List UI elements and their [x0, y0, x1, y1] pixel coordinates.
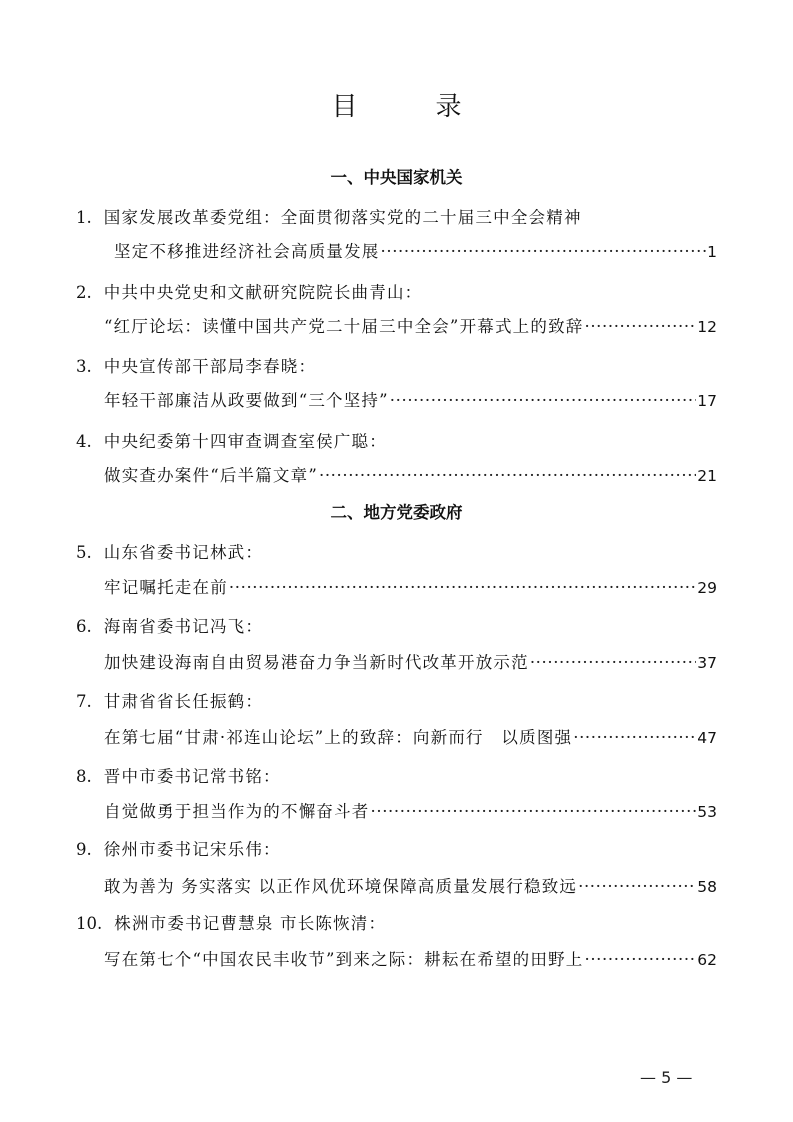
toc-entry-10-author	[76, 910, 386, 934]
entry-author: 海南省委书记冯飞：	[103, 617, 264, 636]
entry-page: 62	[697, 951, 717, 969]
entry-author: 中共中央党史和文献研究院院长曲青山：	[103, 283, 423, 302]
toc-entry-9-author	[76, 836, 281, 860]
toc-entry-2-author	[76, 279, 422, 303]
entry-page: 37	[697, 654, 717, 672]
toc-entry-10-line[interactable]	[104, 946, 717, 970]
entry-text: 写在第七个“中国农民丰收节”到来之际：耕耘在希望的田野上	[104, 950, 584, 969]
entry-text: 年轻干部廉洁从政要做到“三个坚持”	[104, 391, 389, 410]
dot-leader	[578, 877, 696, 896]
entry-page: 47	[697, 729, 717, 747]
entry-author: 株洲市委书记曹慧泉 市长陈恢清：	[114, 914, 387, 933]
entry-number: 6.	[76, 617, 92, 636]
toc-entry-5-line[interactable]	[104, 574, 717, 598]
dot-leader	[381, 242, 707, 261]
entry-text: 敢为善为 务实落实 以正作风优环境保障高质量发展行稳致远	[104, 877, 578, 896]
toc-entry-2-line[interactable]	[104, 313, 717, 337]
toc-entry-6-line[interactable]	[104, 649, 717, 673]
toc-entry-9-line[interactable]	[104, 873, 717, 897]
entry-author: 甘肃省省长任振鹤：	[103, 692, 264, 711]
toc-entry-7-author	[76, 688, 263, 712]
entry-text: 自觉做勇于担当作为的不懈奋斗者	[104, 802, 370, 821]
toc-entry-3-line[interactable]	[104, 387, 717, 411]
dot-leader	[229, 578, 696, 597]
toc-entry-8-author	[76, 763, 281, 787]
entry-number: 1.	[76, 208, 92, 227]
dot-leader	[530, 653, 696, 672]
entry-text: 牢记嘱托走在前	[104, 578, 228, 597]
dot-leader	[371, 802, 697, 821]
entry-author: 徐州市委书记宋乐伟：	[103, 840, 281, 859]
entry-author: 中央宣传部干部局李春晓：	[103, 357, 317, 376]
entry-page: 58	[697, 878, 717, 896]
toc-entry-8-line[interactable]	[104, 798, 717, 822]
page-number: — 5 —	[640, 1068, 693, 1087]
entry-text: 做实查办案件“后半篇文章”	[104, 466, 318, 485]
entry-page: 17	[697, 392, 717, 410]
entry-number: 2.	[76, 283, 92, 302]
entry-page: 29	[697, 579, 717, 597]
dot-leader	[573, 728, 696, 747]
toc-entry-4-line[interactable]	[104, 462, 717, 486]
toc-entry-1-line[interactable]	[114, 238, 717, 262]
entry-number: 4.	[76, 432, 92, 451]
entry-page: 12	[697, 318, 717, 336]
entry-text: “红厅论坛：读懂中国共产党二十届三中全会”开幕式上的致辞	[104, 317, 584, 336]
entry-number: 10.	[76, 914, 103, 933]
entry-number: 9.	[76, 840, 92, 859]
entry-page: 1	[707, 243, 717, 261]
entry-author: 山东省委书记林武：	[103, 543, 264, 562]
entry-number: 5.	[76, 543, 92, 562]
toc-entry-4-author	[76, 428, 387, 452]
page-title: 目 录	[331, 92, 488, 122]
entry-number: 3.	[76, 357, 92, 376]
toc-entry-1-author	[76, 204, 582, 228]
toc-entry-3-author	[76, 353, 316, 377]
entry-author: 国家发展改革委党组：全面贯彻落实党的二十届三中全会精神	[103, 208, 582, 227]
toc-entry-5-author	[76, 539, 263, 563]
section-heading-local: 二、地方党委政府	[330, 503, 463, 522]
entry-page: 21	[697, 467, 717, 485]
entry-page: 53	[697, 803, 717, 821]
entry-text: 在第七届“甘肃·祁连山论坛”上的致辞：向新而行 以质图强	[104, 728, 573, 747]
dot-leader	[319, 466, 696, 485]
entry-number: 7.	[76, 692, 92, 711]
entry-text: 加快建设海南自由贸易港奋力争当新时代改革开放示范	[104, 653, 529, 672]
entry-author: 中央纪委第十四审查调查室侯广聪：	[103, 432, 387, 451]
entry-number: 8.	[76, 767, 92, 786]
dot-leader	[584, 950, 696, 969]
dot-leader	[390, 391, 696, 410]
entry-text: 坚定不移推进经济社会高质量发展	[114, 242, 380, 261]
dot-leader	[584, 317, 696, 336]
entry-author: 晋中市委书记常书铭：	[103, 767, 281, 786]
toc-entry-6-author	[76, 613, 263, 637]
toc-entry-7-line[interactable]	[104, 724, 717, 748]
section-heading-central: 一、中央国家机关	[330, 168, 463, 187]
